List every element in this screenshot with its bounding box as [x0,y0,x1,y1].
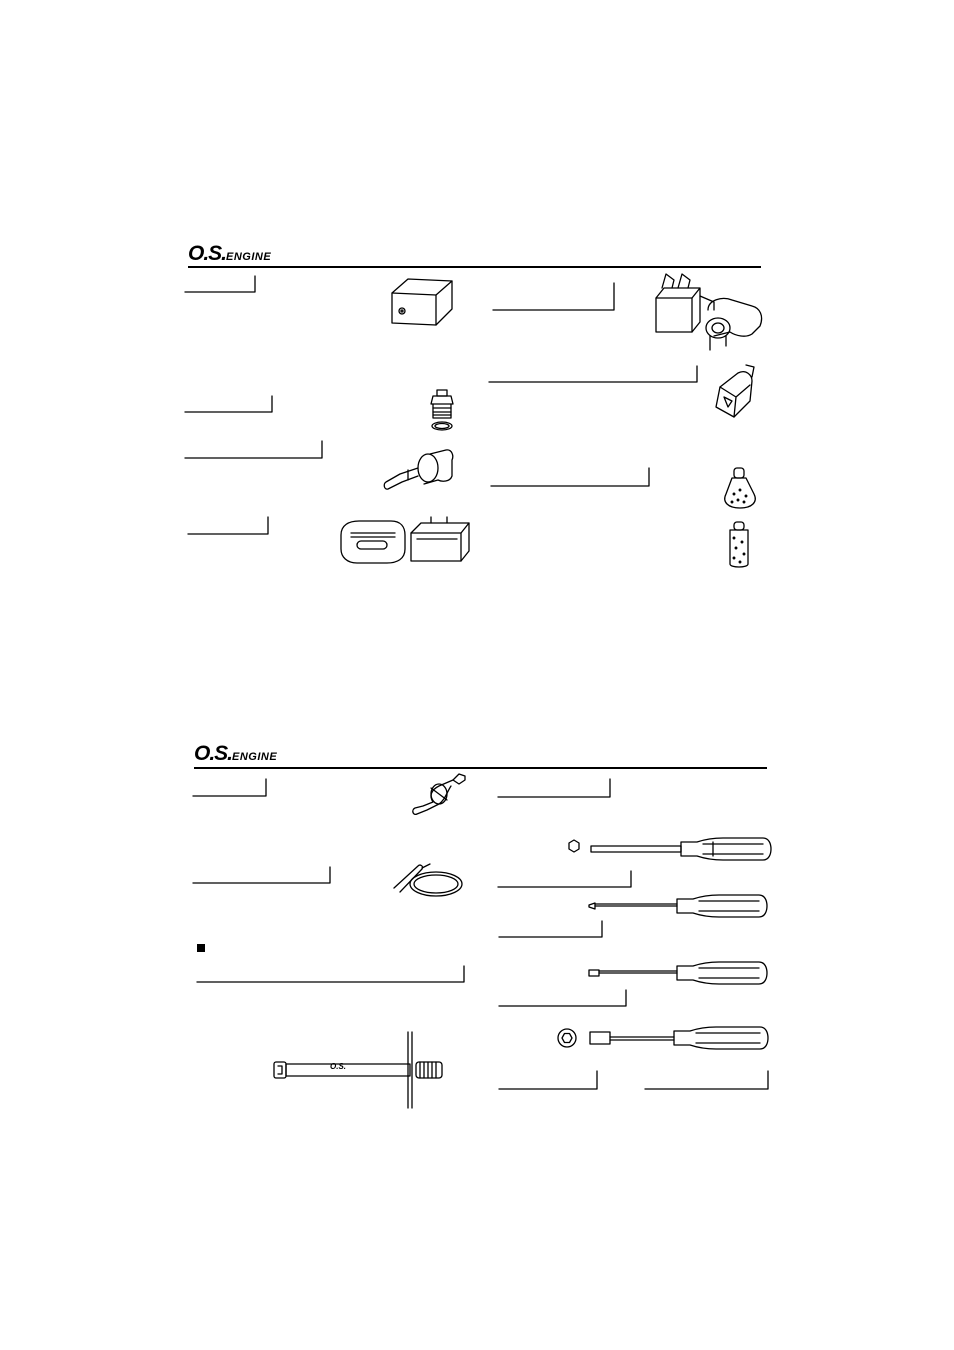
leader-starter-clip [493,283,614,310]
battery-box-icon [388,275,458,335]
charger-icon [335,515,470,570]
glow-plug-icon [425,388,465,443]
flat-driver-icon [585,960,770,988]
leader-plug-connector [185,441,322,458]
brand-logo-os: O.S. [194,742,233,765]
glow-plug-wrench-icon [270,1030,450,1110]
leader-glow-plug-wrench [197,966,464,982]
brand-logo-bottom [194,742,277,766]
brand-logo-engine: ENGINE [226,251,272,263]
l-wrench-icon [388,860,468,905]
nut-driver-icon [556,1023,771,1055]
leader-fuel-filter [491,468,649,486]
leader-nut-driver-a [499,1071,597,1089]
leader-battery [185,276,255,292]
leader-hex-driver-title [498,779,610,797]
starter-clip-icon [652,270,770,355]
fuel-filter-icon [718,466,763,576]
leader-fuel-valve [489,366,697,382]
fuel-valve-icon [712,363,762,423]
plug-connector-icon [382,446,457,496]
section-bullet [197,944,205,952]
phillips-driver-icon [585,893,770,921]
leader-nut-driver-b [645,1071,768,1089]
leader-hex-driver [498,871,631,887]
leader-flat-driver [499,990,626,1006]
leader-phillips-driver [499,921,602,937]
leader-l-wrench [193,867,330,883]
leader-charger [188,517,268,534]
header-rule-bottom [194,767,767,769]
glow-tool-logo-text: O.S. [330,1062,347,1071]
brand-logo-engine: ENGINE [232,751,278,763]
brand-logo-os: O.S. [188,242,227,265]
leader-glow-plug [185,396,272,412]
hex-driver-icon [563,834,773,866]
leader-inline-filter [193,779,266,796]
inline-filter-icon [405,772,470,817]
glow-tool-logo [330,1062,346,1071]
